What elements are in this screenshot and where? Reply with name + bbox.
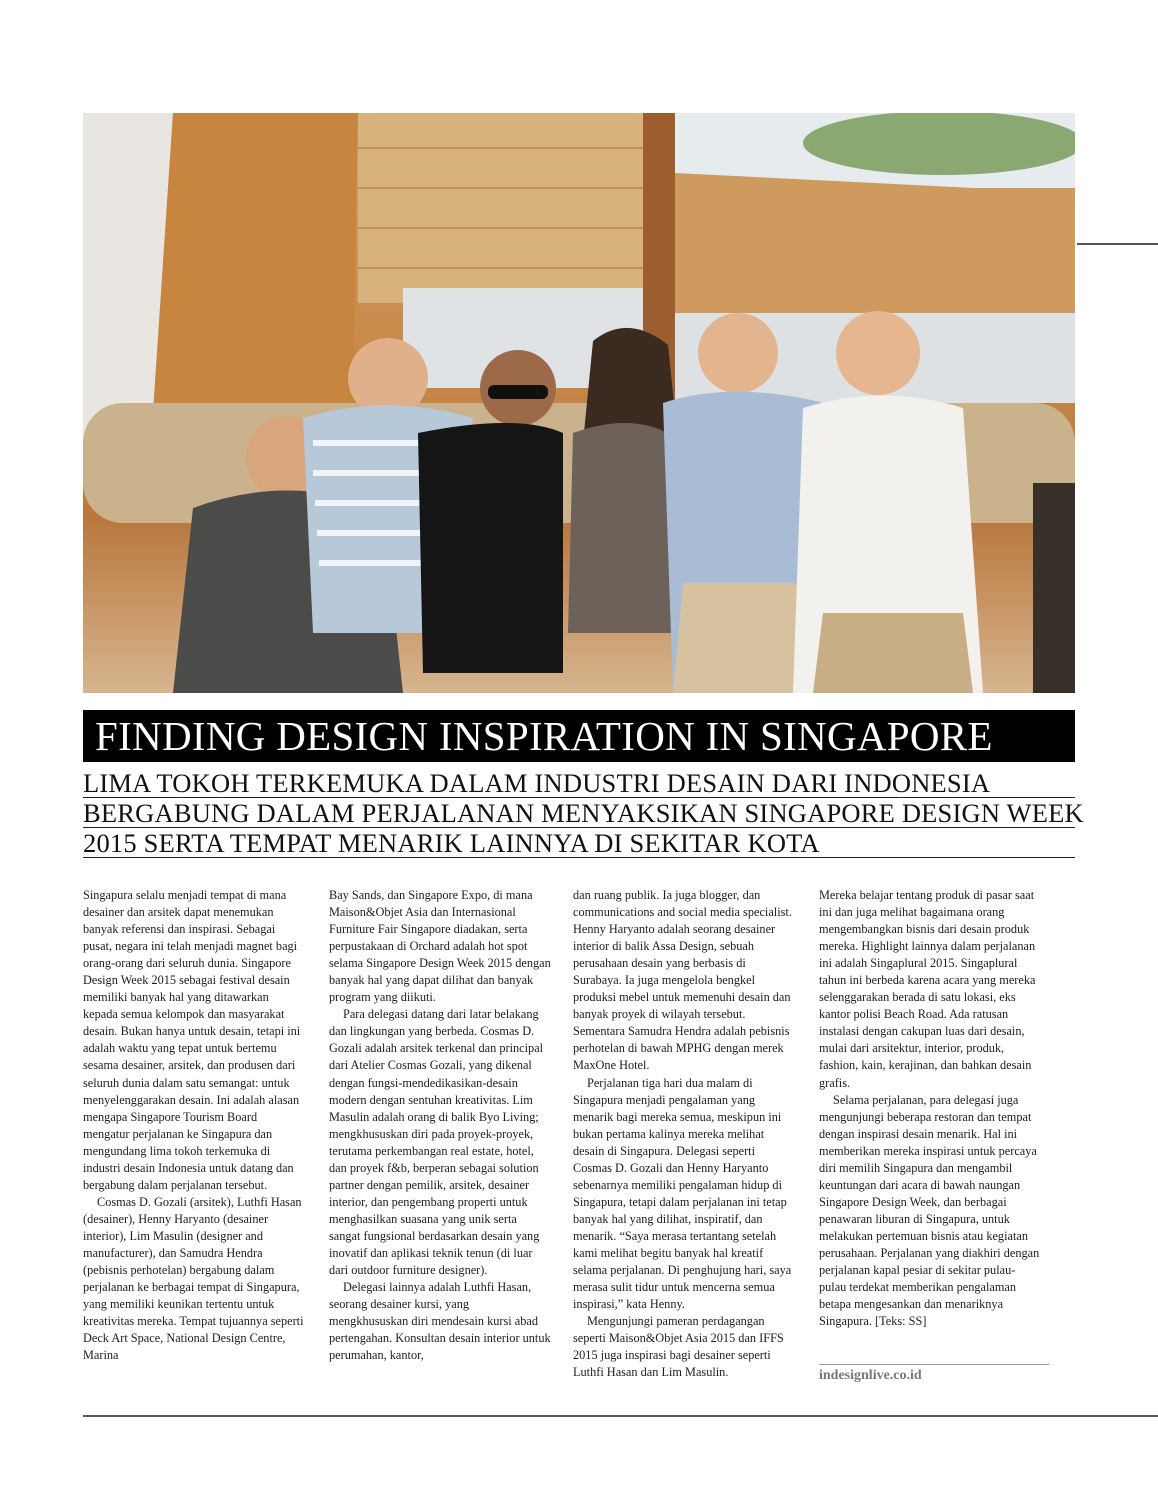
decorative-rule-top	[1077, 243, 1158, 245]
paragraph: Mengunjungi pameran perdagangan seperti Maison&Objet Asia 2015 dan IFFS 2015 juga inspirasi bagi desainer seperti Luthfi Hasan dan Lim Masulin.	[573, 1314, 784, 1380]
paragraph: Mereka belajar tentang produk di pasar saat ini dan juga melihat bagaimana orang mengembangkan bisnis dari desain produk mereka. Highlight lainnya dalam perjalanan ini adalah Singaplural 2015. Singaplural tahun ini berbeda karena acara yang mereka selenggarakan berada di satu lokasi, eks kantor polisi Beach Road. Ada ratusan instalasi dengan cakupan luas dari desain, mulai dari arsitektur, interior, produk, fashion, kain, kerajinan, dan bahkan desain grafis.	[819, 888, 1036, 1090]
website-url: indesignlive.co.id	[819, 1368, 922, 1383]
subtitle-line: 2015 SERTA TEMPAT MENARIK LAINNYA DI SEKITAR KOTA	[83, 828, 1075, 858]
text-column-2	[329, 887, 551, 1364]
paragraph: Cosmas D. Gozali (arsitek), Luthfi Hasan (desainer), Henny Haryanto (desainer interior), Lim Masulin (designer and manufacturer), dan Samudra Hendra (pebisnis perhotelan) bergabung dalam perjalanan ke berbagai tempat di Singapura, yang memiliki keunikan tertentu untuk kreativitas mereka. Tempat tujuannya seperti Deck Art Space, National Design Centre, Marina	[83, 1194, 304, 1363]
article-subtitle	[83, 768, 1084, 858]
paragraph: Perjalanan tiga hari dua malam di Singapura menjadi pengalaman yang menarik bagi mereka semua, meskipun ini bukan pertama kalinya mereka melihat desain di Singapura. Delegasi seperti Cosmas D. Gozali dan Henny Haryanto sebenarnya memiliki pengalaman hidup di Singapura, tetapi dalam perjalanan ini tetap banyak hal yang dilihat, inspiratif, dan menarik. “Saya merasa tertantang setelah kami melihat begitu banyak hal kreatif selama perjalanan. Di penghujung hari, saya merasa sulit tidur untuk mencerna semua inspirasi,” kata Henny.	[573, 1075, 792, 1312]
group-photo	[83, 113, 1075, 693]
paragraph: Singapura selalu menjadi tempat di mana desainer dan arsitek dapat menemukan banyak referensi dan inspirasi. Sebagai pusat, negara ini telah menjadi magnet bagi orang-orang dari seluruh dunia. Singapore Design Week 2015 sebagai festival desain memiliki banyak hal yang ditawarkan kepada semua kelompok dan masyarakat desain. Bukan hanya untuk desain, tetapi ini adalah waktu yang tepat untuk bertemu sesama desainer, arsitek, dan produsen dari seluruh dunia dalam satu semangat: untuk menyelenggarakan desain. Ini adalah alasan mengapa Singapore Tourism Board mengatur perjalanan ke Singapura dan mengundang lima tokoh terkemuka di industri desain Indonesia untuk datang dan bergabung dalam perjalanan tersebut.	[83, 888, 301, 1192]
article-title: FINDING DESIGN INSPIRATION IN SINGAPORE	[83, 710, 1075, 762]
subtitle-line: LIMA TOKOH TERKEMUKA DALAM INDUSTRI DESAIN DARI INDONESIA	[83, 768, 1075, 798]
text-column-4	[819, 887, 1041, 1330]
article-body	[83, 887, 1053, 1387]
paragraph: Selama perjalanan, para delegasi juga mengunjungi beberapa restoran dan tempat dengan inspirasi desain menarik. Hal ini memberikan mereka inspirasi untuk percaya diri memilih Singapura dan mengambil keuntungan dari acara di bawah naungan Singapore Design Week, dan berbagai penawaran liburan di Singapura, untuk melakukan pertemuan bisnis atau kegiatan perusahaan. Perjalanan yang diakhiri dengan perjalanan kapal pesiar di sekitar pulau-pulau terdekat memberikan pengalaman betapa mengesankan dan menariknya Singapura. [Teks: SS]	[819, 1092, 1040, 1329]
text-column-1	[83, 887, 305, 1364]
text-column-3	[573, 887, 795, 1381]
paragraph: Bay Sands, dan Singapore Expo, di mana Maison&Objet Asia dan Internasional Furniture Fair Singapore diadakan, serta perpustakaan di Orchard adalah hot spot selama Singapore Design Week 2015 dengan banyak hal yang dapat dilihat dan banyak program yang diikuti.	[329, 888, 551, 1005]
website-rule	[819, 1364, 1049, 1365]
paragraph: Delegasi lainnya adalah Luthfi Hasan, seorang desainer kursi, yang mengkhususkan diri mendesain kursi abad pertengahan. Konsultan desain interior untuk perumahan, kantor,	[329, 1280, 551, 1363]
paragraph: Para delegasi datang dari latar belakang dan lingkungan yang berbeda. Cosmas D. Gozali adalah arsitek terkenal dan principal dari Atelier Cosmas Gozali, yang dikenal dengan fungsi-mendedikasikan-desain modern dengan sentuhan kreativitas. Lim Masulin adalah orang di balik Byo Living; mengkhususkan diri pada proyek-proyek, terutama perkembangan real estate, hotel, dan proyek f&b, berperan sebagai solution partner dengan pemilik, arsitek, desainer interior, dan pengembang properti untuk menghasilkan suasana yang unik serta sangat fungsional berdasarkan desain yang inovatif dan aplikasi teknik tenun (di luar dari outdoor furniture designer).	[329, 1007, 544, 1278]
footer-rule	[83, 1415, 1158, 1417]
paragraph: dan ruang publik. Ia juga blogger, dan communications and social media specialist. Henny Haryanto adalah seorang desainer interior di balik Assa Design, sebuah perusahaan desain yang berbasis di Surabaya. Ia juga mengelola bengkel produksi mebel untuk memenuhi desain dan banyak proyek di wilayah tersebut. Sementara Samudra Hendra adalah pebisnis perhotelan di bawah MPHG dengan merek MaxOne Hotel.	[573, 888, 792, 1073]
subtitle-line: BERGABUNG DALAM PERJALANAN MENYAKSIKAN SINGAPORE DESIGN WEEK	[83, 798, 1084, 828]
